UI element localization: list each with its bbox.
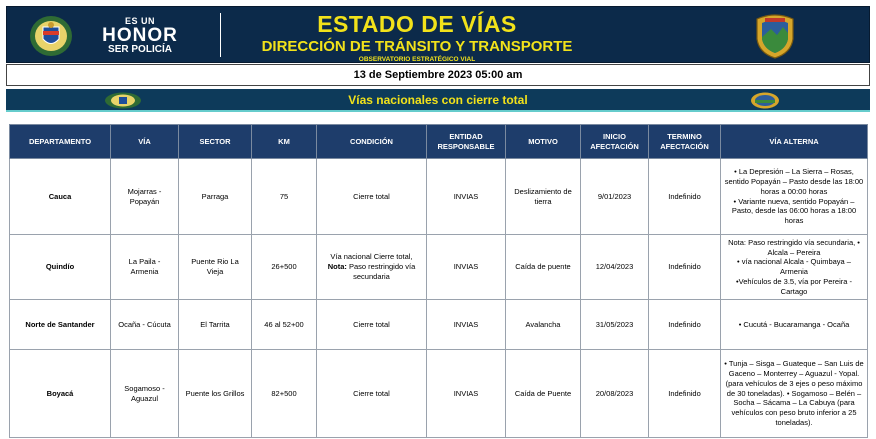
cell-sector: El Tarrita bbox=[179, 300, 252, 350]
report-date: 13 de Septiembre 2023 05:00 am bbox=[6, 64, 870, 86]
slogan-line-2: HONOR bbox=[102, 25, 178, 46]
header-entidad: ENTIDAD RESPONSABLE bbox=[427, 125, 506, 159]
header-via: VÍA bbox=[111, 125, 179, 159]
road-closures-table bbox=[9, 124, 868, 438]
cell-via: Mojarras - Popayán bbox=[111, 159, 179, 235]
slogan-line-1: ES UN bbox=[124, 16, 155, 26]
header-condicion: CONDICIÓN bbox=[317, 125, 427, 159]
cell-alterna bbox=[721, 350, 868, 438]
alterna-line: Nota: Paso restringido vía secundaria, • Alcala – Pereira bbox=[728, 237, 860, 257]
page-subtitle: DIRECCIÓN DE TRÁNSITO Y TRANSPORTE bbox=[261, 38, 573, 55]
cell-km: 75 bbox=[252, 159, 317, 235]
table-row bbox=[10, 350, 868, 438]
cell-inicio: 31/05/2023 bbox=[581, 300, 649, 350]
cell-via: Sogamoso - Aguazul bbox=[111, 350, 179, 438]
cell-motivo: Avalancha bbox=[506, 300, 581, 350]
condicion-text: Vía nacional Cierre total, bbox=[330, 252, 413, 262]
note-label: Nota: bbox=[327, 262, 347, 272]
cell-km: 26+500 bbox=[252, 235, 317, 300]
header-motivo: MOTIVO bbox=[506, 125, 581, 159]
alterna-line: • Cucutá - Bucaramanga - Ocaña bbox=[738, 319, 850, 329]
cell-alterna bbox=[721, 300, 868, 350]
table-row bbox=[10, 159, 868, 235]
cell-departamento: Cauca bbox=[10, 159, 111, 235]
cell-termino: Indefinido bbox=[649, 159, 721, 235]
cell-entidad: INVIAS bbox=[427, 350, 506, 438]
cell-condicion bbox=[317, 235, 427, 300]
cell-sector: Parraga bbox=[179, 159, 252, 235]
honor-slogan bbox=[95, 17, 185, 55]
cell-motivo: Caída de Puente bbox=[506, 350, 581, 438]
cell-condicion bbox=[317, 350, 427, 438]
cell-km: 46 al 52+00 bbox=[252, 300, 317, 350]
cell-entidad: INVIAS bbox=[427, 235, 506, 300]
condicion-text: Cierre total bbox=[353, 191, 390, 201]
cell-termino: Indefinido bbox=[649, 235, 721, 300]
page-title: ESTADO DE VÍAS bbox=[317, 11, 517, 37]
cell-departamento: Norte de Santander bbox=[10, 300, 111, 350]
condicion-text: Cierre total bbox=[353, 388, 390, 398]
cell-via: Ocaña - Cúcuta bbox=[111, 300, 179, 350]
header-km: KM bbox=[252, 125, 317, 159]
alterna-line: • La Depresión – La Sierra – Rosas, sentido Popayán – Pasto desde las 18:00 horas a 00:00 horas bbox=[724, 167, 864, 196]
alterna-line: • Tunja – Sisga – Guateque – San Luis de Gaceno – Monterrey – Aguazul - Yopal. (para vehículos de 3 ejes o peso máximo de 30 toneladas). • Sogamoso – Belén – Socha – Sácama – La Cabuya (para vehículos con peso bruto inferior a 25 toneladas). bbox=[724, 359, 864, 427]
header-alterna: VÍA ALTERNA bbox=[721, 125, 868, 159]
police-shield-logo-icon bbox=[29, 15, 73, 57]
cell-termino: Indefinido bbox=[649, 300, 721, 350]
section-title: Vías nacionales con cierre total bbox=[348, 93, 528, 107]
cell-motivo: Caída de puente bbox=[506, 235, 581, 300]
cell-departamento: Boyacá bbox=[10, 350, 111, 438]
cell-motivo: Deslizamiento de tierra bbox=[506, 159, 581, 235]
header-banner bbox=[6, 6, 870, 63]
cell-inicio: 12/04/2023 bbox=[581, 235, 649, 300]
section-banner bbox=[6, 89, 870, 112]
header-termino: TERMINO AFECTACIÓN bbox=[649, 125, 721, 159]
cell-via: La Paila - Armenia bbox=[111, 235, 179, 300]
table-row bbox=[10, 235, 868, 300]
cell-condicion bbox=[317, 159, 427, 235]
observatory-label: OBSERVATORIO ESTRATÉGICO VIAL bbox=[358, 56, 476, 63]
cell-alterna bbox=[721, 235, 868, 300]
cell-condicion bbox=[317, 300, 427, 350]
header-inicio: INICIO AFECTACIÓN bbox=[581, 125, 649, 159]
slogan-line-3: SER POLICÍA bbox=[108, 44, 172, 55]
note-text: Paso restringido vía secundaria bbox=[346, 262, 416, 281]
transit-badge-icon bbox=[753, 13, 797, 59]
header-departamento: DEPARTAMENTO bbox=[10, 125, 111, 159]
header-divider bbox=[220, 13, 221, 57]
header-sector: SECTOR bbox=[179, 125, 252, 159]
cell-termino: Indefinido bbox=[649, 350, 721, 438]
condicion-note bbox=[328, 262, 416, 281]
cell-entidad: INVIAS bbox=[427, 159, 506, 235]
condicion-text: Cierre total bbox=[353, 319, 390, 329]
transit-emblem-icon bbox=[750, 92, 780, 109]
cell-alterna bbox=[721, 159, 868, 235]
cell-inicio: 9/01/2023 bbox=[581, 159, 649, 235]
alterna-line: •Vehículos de 3.5, vía por Pereira - Cartago bbox=[735, 276, 853, 296]
alterna-line: • vía nacional Alcala - Quimbaya – Armenia bbox=[737, 257, 851, 276]
cell-departamento: Quindío bbox=[10, 235, 111, 300]
table-header-row bbox=[10, 125, 868, 159]
police-emblem-icon bbox=[104, 92, 142, 109]
cell-sector: Puente los Grillos bbox=[179, 350, 252, 438]
cell-km: 82+500 bbox=[252, 350, 317, 438]
cell-inicio: 20/08/2023 bbox=[581, 350, 649, 438]
cell-entidad: INVIAS bbox=[427, 300, 506, 350]
alterna-line: • Variante nueva, sentido Popayán – Pasto, desde las 06:00 horas a 18:00 horas bbox=[731, 196, 857, 225]
cell-sector: Puente Rio La Vieja bbox=[179, 235, 252, 300]
table-row bbox=[10, 300, 868, 350]
